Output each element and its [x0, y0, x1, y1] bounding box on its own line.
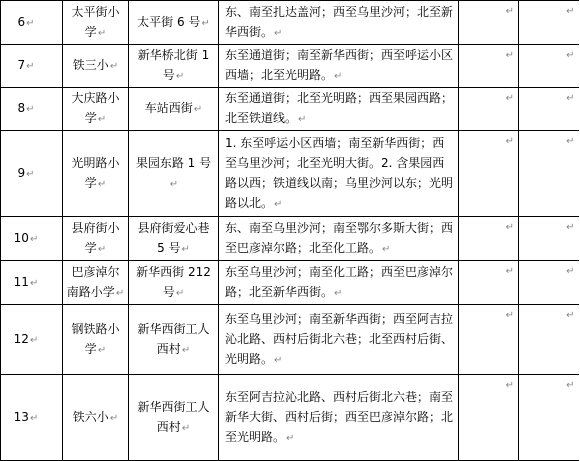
row-number-cell-text: 13: [13, 409, 29, 424]
row-number-cell-text: 11: [13, 274, 29, 289]
paragraph-mark: ↵: [566, 136, 575, 147]
paragraph-mark: ↵: [97, 344, 107, 356]
paragraph-mark: ↵: [97, 114, 107, 125]
school-address-cell-text: 太平街 6 号: [137, 14, 201, 29]
paragraph-mark: ↵: [115, 287, 125, 299]
school-address-cell-text: 新华西街工人西村: [137, 399, 210, 434]
district-range-cell-text: 东至通道街；南至新华西街；西至呼运小区西墙；北至光明路。: [225, 48, 454, 82]
paragraph-mark: ↵: [334, 287, 343, 299]
table-row: [1, 1, 579, 45]
paragraph-mark: ↵: [505, 136, 514, 147]
school-address-cell-text: 县府街爱心巷 5 号: [137, 220, 210, 255]
paragraph-mark: ↵: [566, 310, 575, 321]
district-range-cell: [219, 131, 459, 217]
paragraph-mark: ↵: [175, 71, 185, 82]
school-name-cell: [63, 131, 129, 217]
margin-cell: [519, 375, 579, 461]
extra-cell: [459, 261, 519, 305]
school-name-cell: [63, 45, 129, 88]
paragraph-mark: ↵: [566, 93, 575, 104]
paragraph-mark: ↵: [505, 50, 514, 61]
paragraph-mark: ↵: [566, 6, 575, 17]
row-number-cell-text: 7: [17, 58, 26, 72]
extra-cell: [459, 375, 519, 461]
paragraph-mark: ↵: [109, 412, 119, 424]
paragraph-mark: ↵: [97, 27, 107, 39]
school-name-cell-text: 铁三小: [72, 58, 109, 72]
row-number-cell: [1, 88, 63, 131]
extra-cell: [459, 1, 519, 45]
row-number-cell: [1, 45, 63, 88]
row-number-cell: [1, 131, 63, 217]
school-address-cell-text: 果园东路 1 号: [135, 155, 212, 170]
table-row: [1, 375, 579, 461]
paragraph-mark: ↵: [193, 104, 203, 115]
district-range-cell: [219, 1, 459, 45]
row-number-cell-text: 12: [13, 331, 29, 346]
extra-cell: [459, 305, 519, 375]
school-name-cell: [63, 1, 129, 45]
row-number-cell: [1, 305, 63, 375]
paragraph-mark: ↵: [505, 93, 514, 104]
paragraph-mark: ↵: [109, 61, 119, 72]
district-range-cell-text: 东、南至扎达盖河；西至乌里沙河；北至新华西街。: [225, 4, 454, 39]
paragraph-mark: ↵: [566, 222, 575, 233]
school-name-cell: [63, 88, 129, 131]
table-row: [1, 261, 579, 305]
school-name-cell: [63, 261, 129, 305]
school-name-cell-text: 太平街小学: [71, 4, 120, 39]
school-address-cell: [129, 1, 219, 45]
school-name-cell-text: 巴彦淖尔南路小学: [66, 264, 120, 299]
row-number-cell-text: 10: [13, 230, 29, 245]
district-range-cell-text: 东至乌里沙河；南至化工路；西至巴彦淖尔路；北至新华西街。: [225, 264, 454, 299]
row-number-cell: [1, 217, 63, 261]
extra-cell: [459, 131, 519, 217]
paragraph-mark: ↵: [274, 198, 283, 210]
paragraph-mark: ↵: [274, 27, 283, 39]
row-number-cell: [1, 1, 63, 45]
school-address-cell: [129, 375, 219, 461]
extra-cell: [459, 45, 519, 88]
paragraph-mark: ↵: [29, 334, 39, 346]
paragraph-mark: ↵: [181, 344, 191, 356]
paragraph-mark: ↵: [334, 71, 343, 82]
paragraph-mark: ↵: [566, 380, 575, 391]
row-number-cell-text: 6: [17, 14, 26, 29]
paragraph-mark: ↵: [382, 243, 391, 255]
margin-cell: [519, 1, 579, 45]
paragraph-mark: ↵: [169, 178, 179, 190]
margin-cell: [519, 88, 579, 131]
school-name-cell: [63, 375, 129, 461]
margin-cell: [519, 261, 579, 305]
table-row: [1, 305, 579, 375]
paragraph-mark: ↵: [566, 266, 575, 277]
district-range-cell: [219, 305, 459, 375]
school-name-cell-text: 县府街小学: [71, 220, 120, 255]
table-row: [1, 45, 579, 88]
margin-cell: [519, 305, 579, 375]
paragraph-mark: ↵: [97, 243, 107, 255]
school-address-cell-text: 新华西街 212 号: [136, 264, 211, 299]
district-range-cell-text: 1. 东至呼运小区西墙；南至新华西街；西至乌里沙河；北至光明大街。2. 含果园西路以西；铁道线以南；乌里沙河以东；光明路以北。: [225, 135, 454, 210]
school-name-cell: [63, 305, 129, 375]
district-range-cell-text: 东至乌里沙河；南至新华西街；西至阿吉拉沁北路、西村后街北六巷；北至西村后街、光明路。: [225, 311, 454, 366]
paragraph-mark: ↵: [181, 422, 191, 434]
district-range-cell: [219, 375, 459, 461]
school-address-cell: [129, 45, 219, 88]
row-number-cell-text: 8: [17, 101, 26, 115]
paragraph-mark: ↵: [505, 222, 514, 233]
paragraph-mark: ↵: [201, 17, 210, 29]
row-number-cell: [1, 261, 63, 305]
paragraph-mark: ↵: [26, 168, 35, 180]
school-address-cell: [129, 88, 219, 131]
school-name-cell-text: 钢铁路小学: [71, 321, 120, 356]
table-row: [1, 217, 579, 261]
paragraph-mark: ↵: [298, 114, 307, 125]
district-range-cell-text: 东至阿吉拉沁北路、西村后街北六巷；南至新华大街、西村后街；西至巴彦淖尔路；北至光明路。: [225, 389, 454, 444]
paragraph-mark: ↵: [29, 233, 39, 245]
table-row: [1, 88, 579, 131]
margin-cell: [519, 131, 579, 217]
school-address-cell-text: 新华桥北街 1 号: [137, 48, 210, 82]
row-number-cell-text: 9: [17, 165, 26, 180]
paragraph-mark: ↵: [505, 310, 514, 321]
row-number-cell: [1, 375, 63, 461]
paragraph-mark: ↵: [97, 178, 107, 190]
district-range-cell-text: 东、南至乌里沙河；南至鄂尔多斯大街；西至巴彦淖尔路；北至化工路。: [225, 220, 454, 255]
district-range-cell: [219, 217, 459, 261]
district-range-cell: [219, 261, 459, 305]
paragraph-mark: ↵: [29, 412, 39, 424]
paragraph-mark: ↵: [286, 432, 295, 444]
margin-cell: [519, 217, 579, 261]
school-address-cell-text: 新华西街工人西村: [137, 321, 210, 356]
district-range-cell-text: 东至通道街；北至光明路；西至果园西路；北至铁道线。: [225, 91, 454, 125]
school-address-cell: [129, 261, 219, 305]
school-name-cell: [63, 217, 129, 261]
school-name-cell-text: 光明路小学: [71, 155, 120, 190]
school-name-cell-text: 铁六小: [72, 409, 109, 424]
paragraph-mark: ↵: [505, 6, 514, 17]
paragraph-mark: ↵: [505, 380, 514, 391]
paragraph-mark: ↵: [566, 50, 575, 61]
extra-cell: [459, 88, 519, 131]
district-range-cell: [219, 88, 459, 131]
table-row: [1, 131, 579, 217]
paragraph-mark: ↵: [274, 354, 283, 366]
extra-cell: [459, 217, 519, 261]
paragraph-mark: ↵: [181, 243, 190, 255]
school-address-cell: [129, 305, 219, 375]
school-address-cell: [129, 131, 219, 217]
paragraph-mark: ↵: [29, 277, 39, 289]
paragraph-mark: ↵: [26, 104, 35, 115]
school-address-cell: [129, 217, 219, 261]
paragraph-mark: ↵: [505, 266, 514, 277]
margin-cell: [519, 45, 579, 88]
school-address-cell-text: 车站西街: [144, 101, 193, 115]
paragraph-mark: ↵: [26, 17, 35, 29]
paragraph-mark: ↵: [26, 61, 35, 72]
district-range-cell: [219, 45, 459, 88]
school-name-cell-text: 大庆路小学: [71, 91, 120, 125]
paragraph-mark: ↵: [175, 287, 185, 299]
